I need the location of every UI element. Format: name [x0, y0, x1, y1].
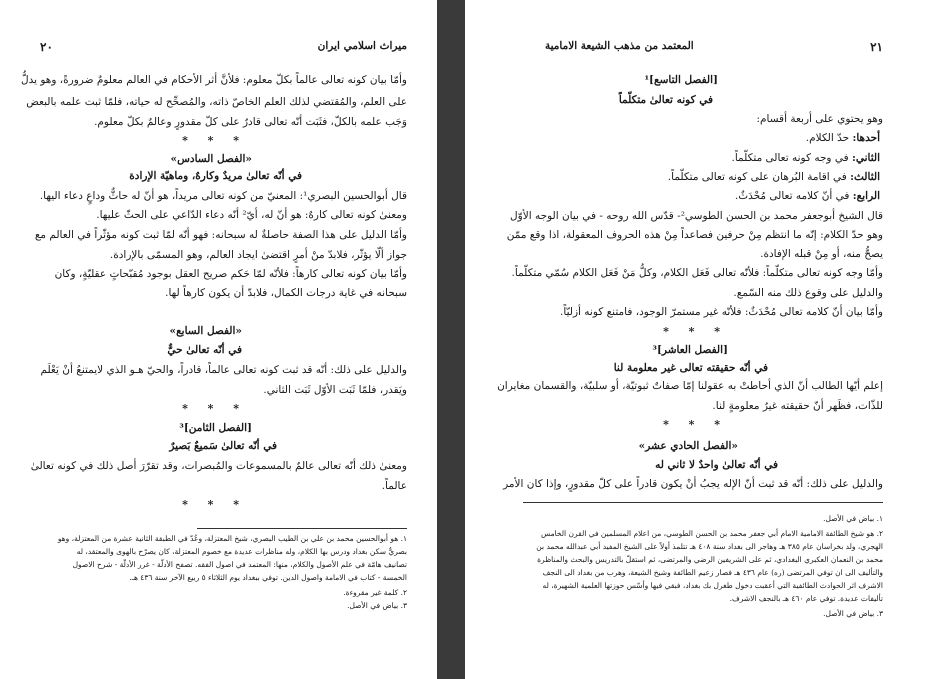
footnote-line: والتأليف الى ان توفي المرتضى (ره) عام ٤٣٦ هـ فصار زعيم الطائفة وشيخ الشيعة، وهرب من بغداد الى النجف — [542, 568, 883, 577]
section-subtitle: في أنّه تعالىٰ مريدٌ وكارهٌ، وماهيّة الإرادة — [129, 170, 302, 182]
body-line: ومعنىٰ ذلك أنّه تعالى عالمٌ بالمسموعات والمُبصرات، وقد تقرّرَ أصل ذلك في كونه تعالىٰ — [30, 460, 407, 472]
body-line: قال أبوالحسين البصري¹: المعنيّ من كونه تعالى مريداً، هو أنّ له حاثٌّ وداعٍ دعاء اليها. — [39, 190, 407, 202]
body-line: قال الشيخ أبوجعفر محمد بن الحسن الطوسي²- قدّس الله روحه - في بيان الوجه الأوّل — [510, 210, 883, 222]
section-title: «الفصل السابع» — [169, 325, 242, 337]
book-spine-gutter — [437, 0, 465, 679]
section-subtitle: في أنّه تعالىٰ واحدٌ لا ثاني له — [655, 459, 778, 471]
list-item-text: حدّ الكلام. — [805, 132, 853, 144]
body-line: وأمّا بيان أنّ كلامه تعالى مُحْدَثٌ: فلأنّه غير مستمرّ الوجود، فامتنع كونه أزليّاً. — [560, 306, 883, 318]
list-item — [732, 150, 880, 166]
footnote-line: تأليفات عديدة. توفي عام ٤٦٠ هـ بالنجف الاشرف. — [729, 594, 883, 603]
section-subtitle: في أنّه تعالىٰ حيٌّ — [167, 344, 242, 356]
footnote-line: ١. بياض في الأصل. — [823, 514, 883, 523]
body-line: وهو حدّ الكلام: إنّه ما انتظم مِنْ حرفين فصاعداً مِنْ هذه الحروف المعقولة، اذا وقع ممّن — [506, 229, 883, 241]
list-item-label: الرابع: — [852, 190, 880, 202]
body-line: وأمّا بيان كونه تعالى عالماً بكلّ معلوم: فلأنَّ أثر الأحكام في العالم معلومٌ ضرورةً، وهو يدلُّ — [20, 74, 407, 86]
footnote-rule — [523, 502, 883, 503]
body-line: ومعنىٰ كونه تعالى كارهٌ: هو أنّ له، أيّ² أنّه دعاء الدّاعي على الحثّ عليها. — [96, 209, 407, 221]
body-line: جواز ألّا يؤثّر، فلابدّ منْ أمرٍ اقتضىٰ ايجاد العالم، وهو المسمّى بالإرادة. — [109, 249, 407, 261]
body-line: والدليل على ذلك: أنّه قد ثبت كونه تعالى عالماً، قادراً، والحيّ هـو الذي لايمتنعُ أنْ يَعْلَم — [40, 364, 407, 376]
list-item-label: الثاني: — [851, 152, 880, 164]
section-title: [الفصل التاسع]¹ — [644, 74, 718, 86]
body-line: وأمّا بيان كونه تعالى كارهاً: فلأنّه لمّا حَكم صريح العقل بوجود مُقبّحاتٍ عقليّةٍ، وكان — [54, 268, 407, 280]
list-item-text: في اقامة البُرهان على كونه تعالى متكلّماً. — [667, 171, 851, 183]
running-header-title: المعتمد من مذهب الشيعة الامامية — [545, 40, 694, 52]
section-separator: * * * — [663, 325, 728, 338]
page-number: ٢١ — [870, 40, 883, 54]
body-line: عالماً. — [381, 480, 407, 492]
list-item-label: الثالث: — [850, 171, 880, 183]
list-item — [806, 130, 880, 146]
footnote-line: الهجري، ولد بخراسان عام ٣٨٥ هـ وهاجر الى بغداد سنة ٤٠٨ هـ تتلمذ أولاً على الشيخ المفيد أبي عبدالله محمد بن — [536, 542, 883, 551]
footnote-line: بصريٌّ سكن بغداد ودرس بها الكلام، وله مناظرات عديدة مع خصوم المعتزلة، كان يصرّح بالهوى والمعتقد، له — [76, 547, 407, 556]
body-line: ويَقدر، فلمّا ثَبَت الأوّل ثَبَت الثاني. — [263, 384, 407, 396]
footnote-line: ٢. هو شيخ الطائفة الامامية الامام أبي جعفر محمد بن الحسن الطوسي، من اعلام المسلمين في القرن الخامس — [541, 529, 883, 538]
footnote-line: الخمسة - كتاب في الامامة واصول الدين. توفي ببغداد يوم الثلاثاء ٥ ربيع الآخر سنة ٤٣٦ هـ. — [129, 573, 407, 582]
right-page — [465, 0, 948, 679]
list-item — [735, 188, 880, 204]
footnote-line: تصانيف هامّة في علم الأصول والكلام، منها: المعتمد في اصول الفقه. تصفح الأدلّة - غرر الأدلّة - شرح الاصول — [72, 560, 407, 569]
body-line: على العلم، والمُقتضي لذلك العلم الخاصّ ذاته، والمُصحِّح له حياته، فلمّا ثبت علمه بالبعض — [26, 96, 407, 108]
list-item — [668, 169, 880, 185]
section-separator: * * * — [182, 134, 247, 147]
list-item-text: في وجه كونه تعالى متكلّماً. — [731, 152, 852, 164]
section-separator: * * * — [182, 498, 247, 511]
footnote-line: ٣. بياض في الأصل. — [347, 601, 407, 610]
body-line: وأمّا الدليل على هذا الصفة حاصلةٌ له سبحانه: فهو أنّه لمّا ثبت كونه مؤثّراً في العالم مع — [34, 229, 407, 241]
section-subtitle: في أنّه حقيقته تعالى غير معلومة لنا — [613, 362, 768, 374]
body-line: وَجَب علمه بالكلّ، فثَبَت أنّه تعالى قادرٌ على كلّ مقدورٍ وعالمٌ بكلّ معلوم. — [94, 116, 407, 128]
page-number: ٢٠ — [40, 40, 53, 54]
list-item-text: في أنّ كلامه تعالى مُحْدَثٌ. — [734, 190, 853, 202]
body-line: والدليل على وقوع ذلك منه السّمع. — [733, 287, 883, 299]
body-line: والدليل على ذلك: أنّه قد ثبت أنّ الإله يجبُ أنْ يكون قادراً على كلّ مقدورٍ، وإذا كان الأمر — [503, 478, 883, 490]
footnote-line: ٢. كلمة غير مقروءة. — [343, 588, 407, 597]
section-title: «الفصل السادس» — [170, 153, 252, 165]
footnote-rule — [197, 528, 407, 529]
section-title: [الفصل الثامن]³ — [179, 422, 252, 434]
section-title: [الفصل العاشر]³ — [652, 344, 728, 356]
body-line: إعلم أيّها الطالب أنّ الذي أحاطتْ به عقولنا إمّا صفاتٌ ثبوتيّة، أو سلبيّة، والقسمان مغايران — [497, 380, 883, 392]
section-subtitle: في كونه تعالىٰ متكلّماً — [618, 94, 713, 106]
body-line: يصحُّ منه، أو مِنْ قبله الإفادة. — [760, 248, 883, 260]
footnote-line: الاشرف اثر الحوادث الطائفية التي أعقبت دخول طغرل بك بغداد، فبقي فيها وأسّس حوزتها العلمية الشهيرة، له — [542, 581, 883, 590]
section-title: «الفصل الحادي عشر» — [638, 440, 738, 452]
body-line: وهو يحتوي على أربعة أقسام: — [756, 113, 883, 125]
footnote-line: محمد بن النعمان العكبري البغدادي، ثم على الشريفين الرضي والمرتضى، ثم استقلّ بالتدريس والبحث والمناظرة — [537, 555, 883, 564]
left-page — [0, 0, 437, 679]
running-header-title: ميراث اسلامي ايران — [317, 40, 407, 52]
body-line: للذّات، فظَهر أنّ حقيقته غيرُ معلومةٍ لنا. — [712, 400, 883, 412]
section-separator: * * * — [182, 402, 247, 415]
footnote-line: ١. هو أبوالحسين محمد بن علي بن الطيب البصري، شيخ المعتزلة، وعُدّ في الطبقة الثانية عشرة من المعتزلة، وهو — [57, 534, 407, 543]
section-subtitle: في أنّه تعالىٰ سَميعٌ بَصيرٌ — [169, 440, 277, 452]
body-line: وأمّا وجه كونه تعالى متكلّماً: فلأنّه تعالى فَعَل الكلام، وكلُّ مَنْ فَعَل الكلام سُمّي متكلّماً. — [511, 267, 883, 279]
section-separator: * * * — [663, 418, 728, 431]
body-line: سبحانه في غاية درجات الكمال، فلابدّ أن يكون كارهاً لها. — [165, 287, 407, 299]
list-item-label: أحدها: — [852, 132, 880, 144]
footnote-line: ٣. بياض في الأصل. — [823, 609, 883, 618]
